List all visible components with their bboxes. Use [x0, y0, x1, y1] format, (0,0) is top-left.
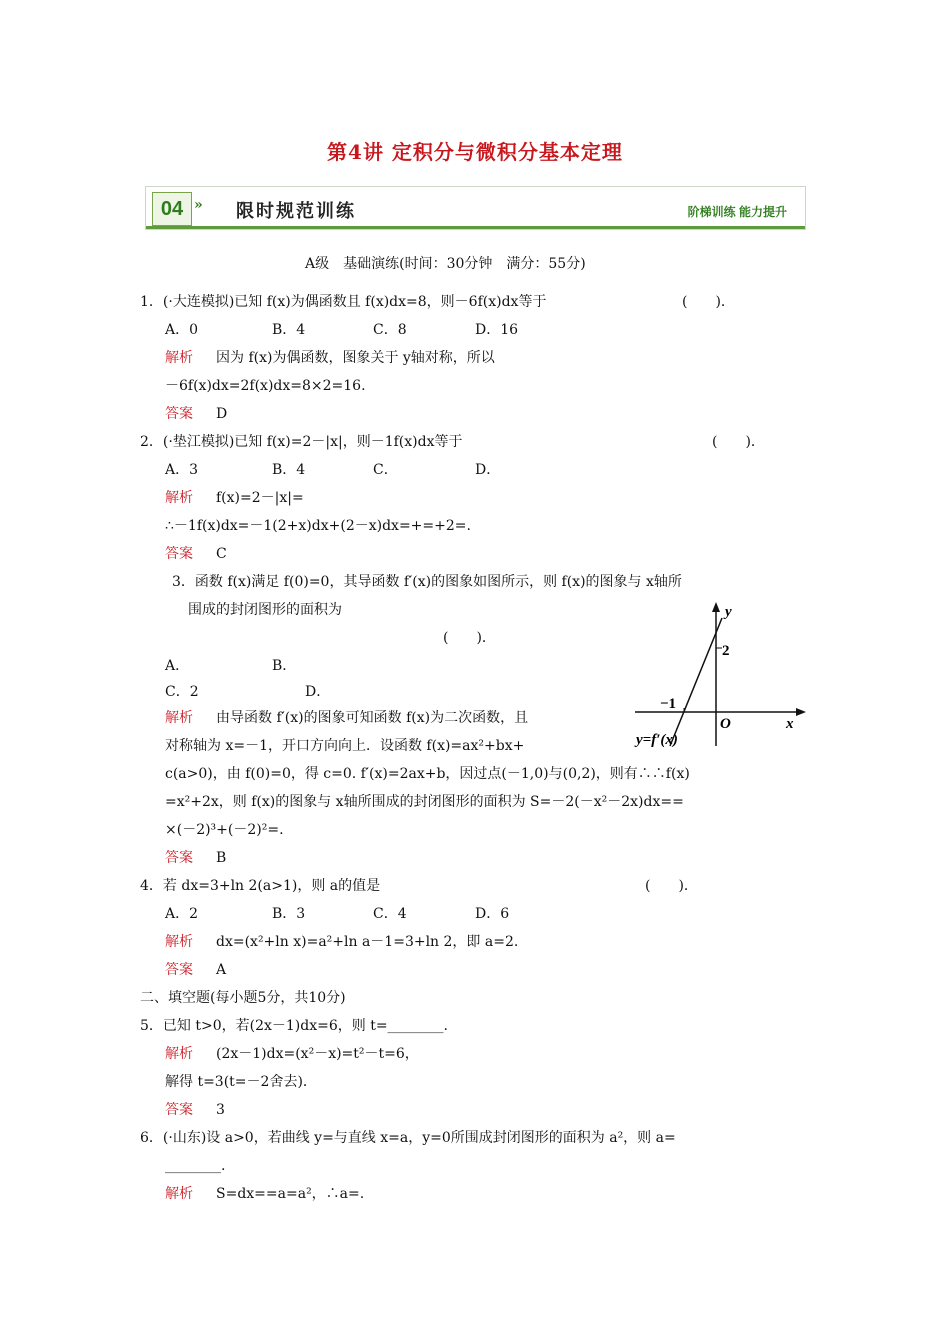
q2-option-b: B．4	[272, 462, 306, 478]
q1-stem: 1．(·大连模拟)已知 f(x)为偶函数且 f(x)dx=8，则－6f(x)dx等于	[140, 294, 547, 310]
banner-title: 限时规范训练	[236, 201, 356, 221]
x-tick-label: −1	[660, 696, 677, 712]
q3-option-c: C．2	[165, 684, 199, 700]
q4-analysis-line-1: dx=(x²+ln x)=a²+ln a－1=3+ln 2，即 a=2.	[216, 934, 519, 950]
section-a-heading: A级 基础演练(时间：30分钟 满分：55分)	[305, 256, 586, 272]
q2-bracket: ( )．	[712, 434, 765, 450]
q6-stem-line-1: 6．(·山东)设 a>0，若曲线 y=与直线 x=a，y=0所围成封闭图形的面积为 a²，则 a=	[140, 1130, 676, 1146]
q3-answer: B	[216, 850, 227, 866]
q3-bracket: ( )．	[443, 630, 496, 646]
q4-option-b: B．3	[272, 906, 306, 922]
q3-analysis-label: 解析	[165, 710, 193, 726]
q1-bracket: ( )．	[682, 294, 735, 310]
q4-analysis-label: 解析	[165, 934, 193, 950]
y-axis-label: y	[725, 604, 732, 620]
q1-option-a: A．0	[165, 322, 199, 338]
q4-bracket: ( )．	[645, 878, 698, 894]
q3-answer-label: 答案	[165, 850, 193, 866]
q2-answer: C	[216, 546, 227, 562]
q5-stem: 5．已知 t>0，若(2x－1)dx=6，则 t=________.	[140, 1018, 449, 1034]
q6-analysis-line-1: S=dx==a=a²，∴a=.	[216, 1186, 365, 1202]
q5-answer-label: 答案	[165, 1102, 193, 1118]
curve-label: y=f′(x)	[636, 732, 678, 748]
q2-analysis-line-1: f(x)=2－|x|=	[216, 490, 304, 506]
page-title: 第4讲 定积分与微积分基本定理	[327, 140, 623, 164]
q3-option-d: D．	[305, 684, 331, 700]
q1-answer-label: 答案	[165, 406, 193, 422]
q4-option-d: D．6	[475, 906, 510, 922]
q2-analysis-line-2: ∴－1f(x)dx=－1(2+x)dx+(2－x)dx=+=+2=.	[165, 518, 471, 534]
q2-option-a: A．3	[165, 462, 199, 478]
x-axis-label: x	[786, 716, 794, 732]
q1-analysis-label: 解析	[165, 350, 193, 366]
banner-rule	[146, 226, 805, 229]
q6-stem-line-2: ________.	[165, 1158, 226, 1174]
section-2-heading: 二、填空题(每小题5分，共10分)	[140, 990, 346, 1006]
q4-option-a: A．2	[165, 906, 199, 922]
q3-stem-line-1: 3．函数 f(x)满足 f(0)=0，其导函数 f′(x)的图象如图所示，则 f(x)的图象与 x轴所	[172, 574, 682, 590]
q3-stem-line-2: 围成的封闭图形的面积为	[188, 602, 342, 618]
banner-badge: 04	[152, 192, 192, 226]
q5-analysis-line-2: 解得 t=3(t=－2舍去)．	[165, 1074, 317, 1090]
q1-option-b: B．4	[272, 322, 306, 338]
q3-analysis-line-1: 由导函数 f′(x)的图象可知函数 f(x)为二次函数，且	[216, 710, 529, 726]
q1-answer: D	[216, 406, 228, 422]
origin-label: O	[720, 716, 731, 732]
derivative-graph	[630, 598, 810, 750]
x-axis-arrow-icon	[796, 708, 806, 716]
banner-subtitle: 阶梯训练 能力提升	[687, 205, 787, 219]
q2-answer-label: 答案	[165, 546, 193, 562]
q4-stem: 4．若 dx=3+ln 2(a>1)，则 a的值是	[140, 878, 381, 894]
section-banner	[145, 186, 806, 230]
q4-option-c: C．4	[373, 906, 407, 922]
q5-answer: 3	[216, 1102, 225, 1118]
q5-analysis-label: 解析	[165, 1046, 193, 1062]
q3-analysis-line-3: c(a>0)，由 f(0)=0，得 c=0. f′(x)=2ax+b，因过点(－1,0)与(0,2)，则有∴∴f(x)	[165, 766, 690, 782]
q3-option-b: B．	[272, 658, 297, 674]
q2-analysis-label: 解析	[165, 490, 193, 506]
q3-analysis-line-2: 对称轴为 x=－1，开口方向向上．设函数 f(x)=ax²+bx+	[165, 738, 525, 754]
q6-analysis-label: 解析	[165, 1186, 193, 1202]
derivative-line	[670, 618, 722, 746]
q2-option-d: D．	[475, 462, 501, 478]
chevron-icon: »	[194, 197, 203, 213]
q3-option-a: A．	[165, 658, 190, 674]
q1-analysis-line-1: 因为 f(x)为偶函数，图象关于 y轴对称，所以	[216, 350, 495, 366]
q2-stem: 2．(·垫江模拟)已知 f(x)=2－|x|，则－1f(x)dx等于	[140, 434, 463, 450]
y-tick-label: 2	[722, 643, 730, 659]
q2-option-c: C．	[373, 462, 398, 478]
q4-answer-label: 答案	[165, 962, 193, 978]
q5-analysis-line-1: (2x－1)dx=(x²－x)=t²－t=6，	[216, 1046, 419, 1062]
y-axis-arrow-icon	[712, 602, 720, 612]
q4-answer: A	[216, 962, 227, 978]
q1-option-d: D．16	[475, 322, 519, 338]
q3-analysis-line-4: =x²+2x，则 f(x)的图象与 x轴所围成的封闭图形的面积为 S=－2(－x²－2x)dx==	[165, 794, 684, 810]
q3-analysis-line-5: ×(－2)³+(－2)²=.	[165, 822, 284, 838]
q1-option-c: C．8	[373, 322, 407, 338]
q1-analysis-line-2: －6f(x)dx=2f(x)dx=8×2=16.	[165, 378, 366, 394]
